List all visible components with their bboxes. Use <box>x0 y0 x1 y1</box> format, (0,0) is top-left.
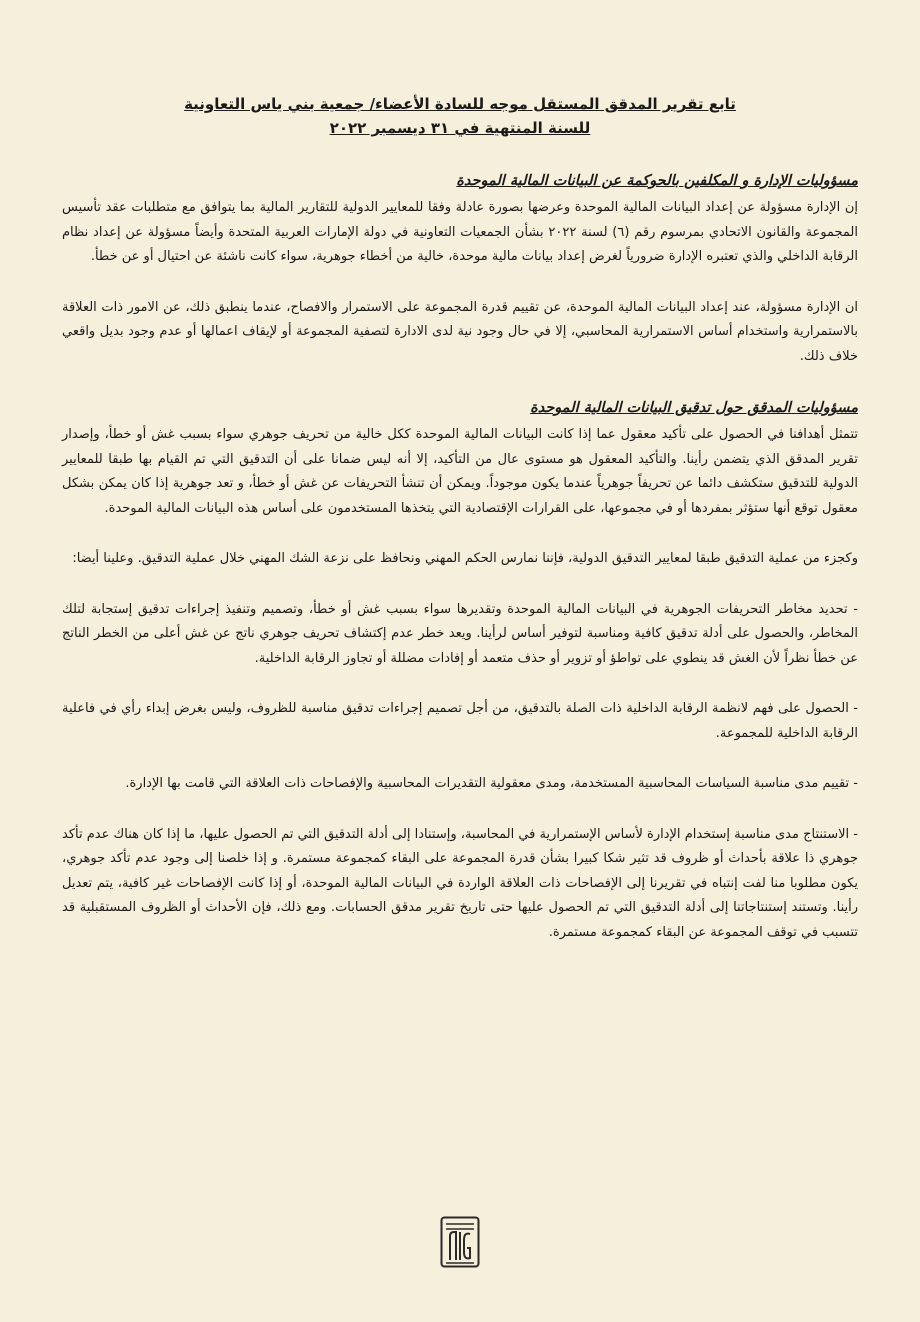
bullet-identify-risks: - تحديد مخاطر التحريفات الجوهرية في البيانات المالية الموحدة وتقديرها سواء بسبب غش أو خطأ، وتصميم وتنفيذ إجراءات تدقيق إستجابة لتلك المخاطر، والحصول على أدلة تدقيق كافية ومناسبة لتوفير أساس لرأينا. ويعد خطر عدم إكتشاف تحريف جوهري ناتج عن غش أعلى من الخطر الناتج عن خطأ نظراً لأن الغش قد ينطوي على تواطؤ أو تزوير أو حذف متعمد أو إفادات مضللة أو تجاوز الرقابة الداخلية. <box>62 601 858 666</box>
report-period: للسنة المنتهية في ٣١ ديسمبر ٢٠٢٢ <box>329 119 591 137</box>
firm-monogram-logo-icon <box>440 1216 480 1268</box>
management-responsibilities-paragraph-2: ان الإدارة مسؤولة، عند إعداد البيانات المالية الموحدة، عن تقييم قدرة المجموعة على الاستمرار والافصاح، عندما ينطبق ذلك، عن الامور ذات العلاقة بالاستمرارية واستخدام أساس الاستمرارية المحاسبي، إلا في حال وجود نية لدى الادارة لتصفية المجموعة أو لإيقاف اعمالها أو عدم وجود بديل واقعي خلاف ذلك. <box>62 299 858 364</box>
auditor-responsibilities-heading: مسؤوليات المدقق حول تدقيق البيانات المالية الموحدة <box>530 400 858 416</box>
report-title: تابع تقرير المدقق المستقل موجه للسادة الأعضاء/ جمعية بني ياس التعاونية <box>184 95 736 113</box>
management-responsibilities-paragraph-1: إن الإدارة مسؤولة عن إعداد البيانات المالية الموحدة وعرضها بصورة عادلة وفقا للمعايير الدولية للتقارير المالية بما يتوافق مع متطلبات عقد تأسيس المجموعة والقانون الاتحادي بمرسوم رقم (٦) لسنة ٢٠٢٢ بشأن الجمعيات التعاونية في دولة الإمارات العربية المتحدة وأيضاً مسؤولة عن إعداد نظام الرقابة الداخلي والذي تعتبره الإدارة ضرورياً لغرض إعداد بيانات مالية موحدة، خالية من أخطاء جوهرية، سواء كانت ناشئة عن احتيال أو عن خطأ. <box>62 200 859 264</box>
report-title-block <box>62 92 858 140</box>
bullet-going-concern: - الاستنتاج مدى مناسبة إستخدام الإدارة لأساس الإستمرارية في المحاسبة، وإستنادا إلى أدلة التدقيق التي تم الحصول عليها، ما إذا كان هناك عدم تأكد جوهري ذا علاقة بأحداث أو ظروف قد تثير شكا كبيرا بشأن قدرة المجموعة على البقاء كمجموعة مستمرة. و إذا خلصنا إلى وجود عدم تأكد جوهري، يكون مطلوبا منا لفت إنتباه في تقريرنا إلى الإفصاحات ذات العلاقة الواردة في البيانات المالية الموحدة، أو إذا كانت الإفصاحات غير كافية، يتم تعديل رأينا. وتستند إستنتاجاتنا إلى أدلة التدقيق التي تم الحصول عليها حتى تاريخ تقرير مدقق الحسابات. ومع ذلك، فإن الأحداث أو الظروف المستقبلية قد تتسبب في توقف المجموعة عن البقاء كمجموعة مستمرة. <box>62 826 858 940</box>
bullet-internal-control: - الحصول على فهم لانظمة الرقابة الداخلية ذات الصلة بالتدقيق، من أجل تصميم إجراءات تدقيق مناسبة للظروف، وليس بغرض إبداء رأي في فاعلية الرقابة الداخلية للمجموعة. <box>62 701 858 741</box>
bullet-accounting-policies: - تقييم مدى مناسبة السياسات المحاسبية المستخدمة، ومدى معقولية التقديرات المحاسبية والإفصاحات ذات العلاقة التي قامت بها الإدارة. <box>125 776 858 791</box>
management-responsibilities-heading: مسؤوليات الإدارة و المكلفين بالحوكمة عن البيانات المالية الموحدة <box>456 173 858 189</box>
auditor-responsibilities-paragraph-2: وكجزء من عملية التدقيق طبقا لمعايير التدقيق الدولية، فإننا نمارس الحكم المهني ونحافظ على نزعة الشك المهني خلال عملية التدقيق. وعلينا أيضا: <box>72 551 858 566</box>
auditor-responsibilities-paragraph-1: تتمثل أهدافنا في الحصول على تأكيد معقول عما إذا كانت البيانات المالية الموحدة ككل خالية من تحريف جوهري سواء بسبب غش أو خطأ، وإصدار تقرير المدقق الذي يتضمن رأينا. والتأكيد المعقول هو مستوى عال من التأكيد، إلا أنه ليس ضمانا على أن التدقيق التي تم القيام بها طبقا للمعايير الدولية للتدقيق ستكشف دائما عن تحريفاً جوهرياً عندما يكون موجوداً. ويمكن أن تنشأ التحريفات عن غش أو خطأ، و تعد جوهرية إذا كان يمكن بشكل معقول توقع أنها ستؤثر بمفردها أو في مجموعها، على القرارات الإقتصادية التي يتخذها المستخدمون على أساس هذه البيانات المالية الموحدة. <box>62 427 858 516</box>
